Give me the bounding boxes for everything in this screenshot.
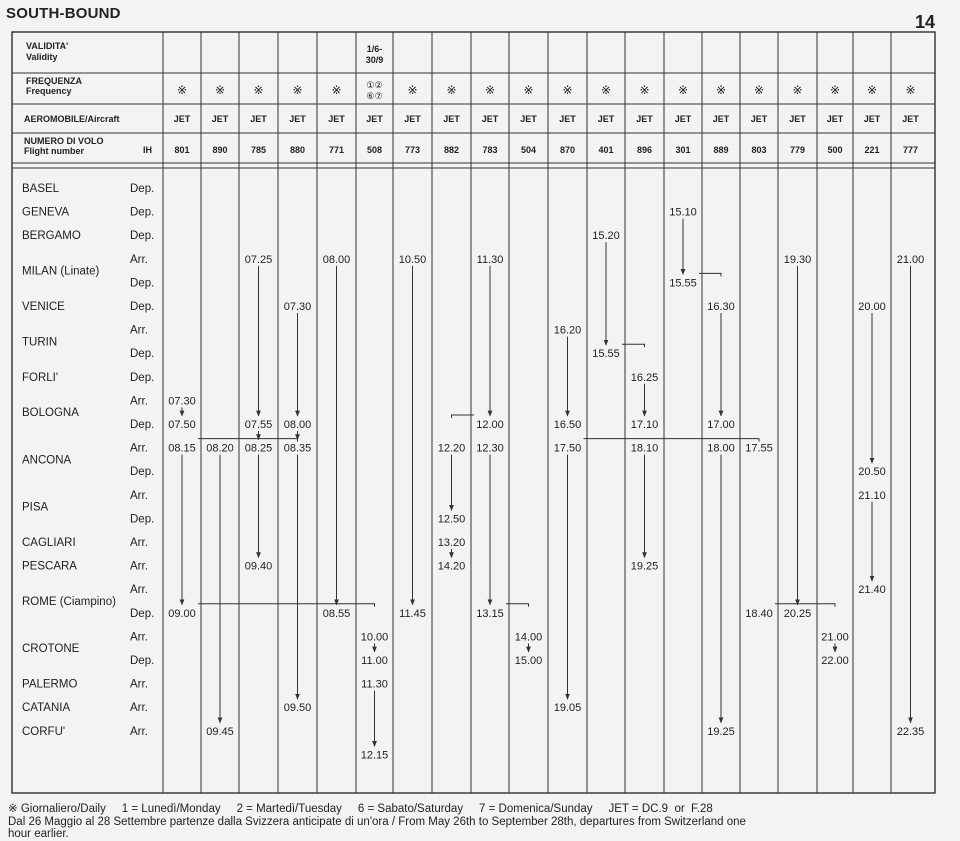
- arr-dep-label: Arr.: [130, 725, 148, 738]
- flight-number: 880: [289, 145, 306, 155]
- daily-symbol: ※: [639, 83, 650, 97]
- time-cell: 15.55: [669, 277, 697, 290]
- aircraft-type: JET: [636, 114, 653, 124]
- time-cell: 12.00: [476, 419, 504, 431]
- time-cell: 07.55: [244, 419, 273, 431]
- frequency-days: ①②: [366, 80, 383, 90]
- station-name: PALERMO: [22, 678, 78, 691]
- time-cell: 11.30: [361, 678, 388, 691]
- arr-dep-label: Arr.: [130, 442, 148, 455]
- aircraft-type: JET: [328, 114, 345, 124]
- aircraft-type: JET: [520, 114, 537, 124]
- time-cell: 08.20: [206, 442, 234, 455]
- time-cell: 12.20: [437, 442, 466, 455]
- flight-number: 779: [789, 145, 806, 155]
- daily-symbol: ※: [866, 83, 878, 97]
- time-cell: 08.25: [244, 442, 273, 455]
- time-cell: 10.00: [360, 631, 389, 644]
- flight-number-sub-label: Flight number: [24, 146, 84, 156]
- daily-symbol: ※: [715, 83, 727, 97]
- aircraft-type: JET: [674, 114, 692, 124]
- daily-symbol: ※: [407, 83, 418, 97]
- arr-dep-label: Arr.: [130, 253, 148, 266]
- arr-dep-label: Dep.: [130, 419, 155, 431]
- time-cell: 07.25: [244, 253, 273, 266]
- time-cell: 08.35: [283, 442, 312, 455]
- arr-dep-label: Dep.: [130, 348, 155, 361]
- time-cell: 21.40: [858, 584, 886, 597]
- time-cell: 12.30: [476, 442, 504, 455]
- time-cell: 18.40: [745, 607, 773, 620]
- station-name: CROTONE: [22, 643, 80, 656]
- time-cell: 09.50: [283, 702, 312, 715]
- note-footnote-line1: Dal 26 Maggio al 28 Settembre partenze dalla Svizzera anticipate di un'ora / From May 26th to September 28th, departures from Switzerland one: [8, 816, 746, 828]
- daily-symbol: ※: [331, 83, 342, 97]
- time-cell: 19.30: [783, 253, 812, 266]
- flight-number: 890: [212, 145, 228, 155]
- aircraft-type: JET: [597, 114, 615, 124]
- time-cell: 19.25: [707, 725, 735, 738]
- flight-number: 504: [520, 145, 537, 155]
- arr-dep-label: Dep.: [130, 183, 155, 195]
- validity-value: 30/9: [365, 55, 384, 65]
- flight-number: 785: [250, 145, 267, 155]
- daily-symbol: ※: [829, 83, 841, 97]
- time-cell: 20.25: [783, 607, 812, 620]
- aircraft-type: JET: [826, 114, 844, 124]
- time-cell: 08.55: [322, 607, 351, 620]
- time-cell: 22.00: [821, 655, 849, 667]
- time-cell: 21.00: [821, 631, 849, 644]
- page-title: SOUTH-BOUND: [6, 5, 121, 22]
- time-cell: 20.50: [858, 466, 886, 479]
- time-cell: 13.20: [437, 537, 466, 549]
- arr-dep-label: Dep.: [130, 277, 155, 290]
- aircraft-type: JET: [902, 114, 919, 124]
- time-cell: 11.00: [361, 655, 388, 667]
- time-cell: 18.10: [630, 442, 659, 455]
- time-cell: 16.30: [707, 301, 735, 313]
- flight-number: 783: [482, 145, 498, 155]
- time-cell: 08.00: [322, 253, 351, 266]
- time-cell: 19.25: [630, 560, 659, 573]
- time-cell: 22.35: [896, 725, 925, 738]
- time-cell: 17.10: [630, 419, 659, 431]
- station-name: PISA: [22, 501, 49, 514]
- flight-number: 301: [675, 145, 691, 155]
- time-cell: 18.00: [707, 442, 735, 455]
- flight-number: 882: [443, 145, 460, 155]
- daily-symbol: ※: [176, 83, 188, 97]
- station-name: TURIN: [22, 336, 58, 349]
- arr-dep-label: Arr.: [130, 395, 148, 408]
- aircraft-type: JET: [173, 114, 191, 124]
- note-footnote-line2: hour earlier.: [8, 828, 69, 840]
- daily-symbol: ※: [484, 83, 496, 97]
- daily-symbol: ※: [292, 83, 303, 97]
- time-cell: 08.15: [168, 442, 196, 455]
- validity-label: VALIDITA': [26, 41, 69, 51]
- aircraft-type: JET: [750, 114, 768, 124]
- station-name: PESCARA: [22, 560, 77, 573]
- connection-line: [775, 604, 835, 607]
- station-name: ANCONA: [22, 454, 72, 467]
- flight-number: 401: [598, 145, 614, 155]
- station-name: ROME (Ciampino): [22, 596, 116, 608]
- arr-dep-label: Dep.: [130, 655, 155, 667]
- station-name: FORLI': [22, 371, 59, 384]
- flight-number: 803: [751, 145, 767, 155]
- time-cell: 07.50: [168, 419, 196, 431]
- arr-dep-label: Dep.: [130, 371, 155, 384]
- aircraft-type: JET: [559, 114, 576, 124]
- frequency-sub-label: Frequency: [26, 86, 72, 96]
- flight-number: 500: [827, 145, 843, 155]
- daily-symbol: ※: [677, 83, 689, 97]
- airline-code: IH: [143, 145, 152, 155]
- time-cell: 07.30: [168, 395, 196, 408]
- time-cell: 15.00: [514, 655, 543, 667]
- arr-dep-label: Dep.: [130, 230, 155, 243]
- station-name: CATANIA: [22, 702, 71, 715]
- time-cell: 21.00: [896, 253, 925, 266]
- arr-dep-label: Dep.: [130, 466, 155, 479]
- time-cell: 15.10: [669, 206, 697, 219]
- daily-symbol: ※: [905, 83, 916, 97]
- aircraft-type: JET: [366, 114, 383, 124]
- arr-dep-label: Arr.: [130, 702, 148, 715]
- time-cell: 19.05: [553, 702, 582, 715]
- time-cell: 17.50: [553, 442, 582, 455]
- aircraft-type: JET: [289, 114, 306, 124]
- daily-symbol: ※: [446, 83, 457, 97]
- flight-number: 771: [328, 145, 345, 155]
- daily-symbol: ※: [753, 83, 765, 97]
- arr-dep-label: Arr.: [130, 489, 148, 502]
- station-name: VENICE: [22, 301, 65, 313]
- connection-line: [198, 604, 375, 607]
- time-cell: 11.30: [476, 253, 504, 266]
- time-cell: 11.45: [399, 607, 426, 620]
- station-name: CAGLIARI: [22, 537, 76, 549]
- arr-dep-label: Dep.: [130, 301, 155, 313]
- time-cell: 08.00: [283, 419, 312, 431]
- aircraft-type: JET: [863, 114, 881, 124]
- time-cell: 15.20: [592, 230, 620, 243]
- validity-value: 1/6-: [366, 44, 383, 54]
- time-cell: 09.00: [168, 607, 196, 620]
- station-name: BASEL: [22, 183, 60, 195]
- arr-dep-label: Arr.: [130, 678, 148, 691]
- frequency-label: FREQUENZA: [26, 76, 82, 86]
- daily-symbol: ※: [792, 83, 803, 97]
- station-name: GENEVA: [22, 206, 70, 219]
- connection-line: [584, 439, 760, 442]
- flight-number-label: NUMERO DI VOLO: [24, 136, 104, 146]
- daily-symbol: ※: [562, 83, 573, 97]
- time-cell: 20.00: [858, 301, 886, 313]
- time-cell: 09.40: [244, 560, 273, 573]
- aircraft-type: JET: [443, 114, 460, 124]
- flight-number: 221: [864, 145, 880, 155]
- arr-dep-label: Arr.: [130, 631, 148, 644]
- daily-symbol: ※: [600, 83, 612, 97]
- arr-dep-label: Arr.: [130, 560, 148, 573]
- arr-dep-label: Arr.: [130, 324, 148, 337]
- time-cell: 16.20: [553, 324, 582, 337]
- flight-number: 889: [713, 145, 729, 155]
- flight-number: 508: [366, 145, 383, 155]
- aircraft-type: JET: [789, 114, 806, 124]
- time-cell: 07.30: [283, 301, 312, 313]
- time-cell: 12.15: [360, 749, 389, 762]
- station-name: CORFU': [22, 725, 66, 738]
- time-cell: 21.10: [858, 489, 886, 502]
- aircraft-type: JET: [250, 114, 267, 124]
- time-cell: 15.55: [592, 348, 620, 361]
- time-cell: 17.55: [745, 442, 773, 455]
- arr-dep-label: Arr.: [130, 584, 148, 597]
- flight-number: 777: [902, 145, 919, 155]
- arr-dep-label: Dep.: [130, 206, 155, 219]
- arr-dep-label: Arr.: [130, 537, 148, 549]
- station-name: BOLOGNA: [22, 407, 79, 420]
- aircraft-type: JET: [712, 114, 730, 124]
- time-cell: 14.20: [437, 560, 466, 573]
- time-cell: 10.50: [398, 253, 427, 266]
- time-cell: 16.50: [553, 419, 582, 431]
- daily-symbol: ※: [523, 83, 534, 97]
- arr-dep-label: Dep.: [130, 513, 155, 526]
- aircraft-type: JET: [481, 114, 499, 124]
- time-cell: 17.00: [707, 419, 735, 431]
- station-name: MILAN (Linate): [22, 265, 100, 278]
- time-cell: 12.50: [437, 513, 466, 526]
- daily-symbol: ※: [214, 83, 226, 97]
- connection-line: [198, 439, 298, 442]
- arr-dep-label: Dep.: [130, 607, 155, 620]
- aircraft-label: AEROMOBILE/Aircraft: [24, 114, 120, 124]
- time-cell: 13.15: [476, 607, 504, 620]
- flight-number: 773: [404, 145, 421, 155]
- aircraft-type: JET: [404, 114, 421, 124]
- time-cell: 14.00: [514, 631, 543, 644]
- legend-footnote: ※ Giornaliero/Daily 1 = Lunedì/Monday 2 = Martedì/Tuesday 6 = Sabato/Saturday 7 = Domenica/Sunday JET = DC.9 or F.28: [8, 803, 713, 815]
- time-cell: 16.25: [630, 371, 659, 384]
- aircraft-type: JET: [211, 114, 229, 124]
- page-number: 14: [915, 12, 936, 32]
- flight-number: 870: [559, 145, 576, 155]
- frequency-days: ⑥⑦: [366, 91, 383, 101]
- flight-number: 896: [636, 145, 653, 155]
- station-name: BERGAMO: [22, 230, 81, 243]
- time-cell: 09.45: [206, 725, 234, 738]
- flight-number: 801: [174, 145, 190, 155]
- validity-sub-label: Validity: [26, 52, 58, 62]
- daily-symbol: ※: [253, 83, 264, 97]
